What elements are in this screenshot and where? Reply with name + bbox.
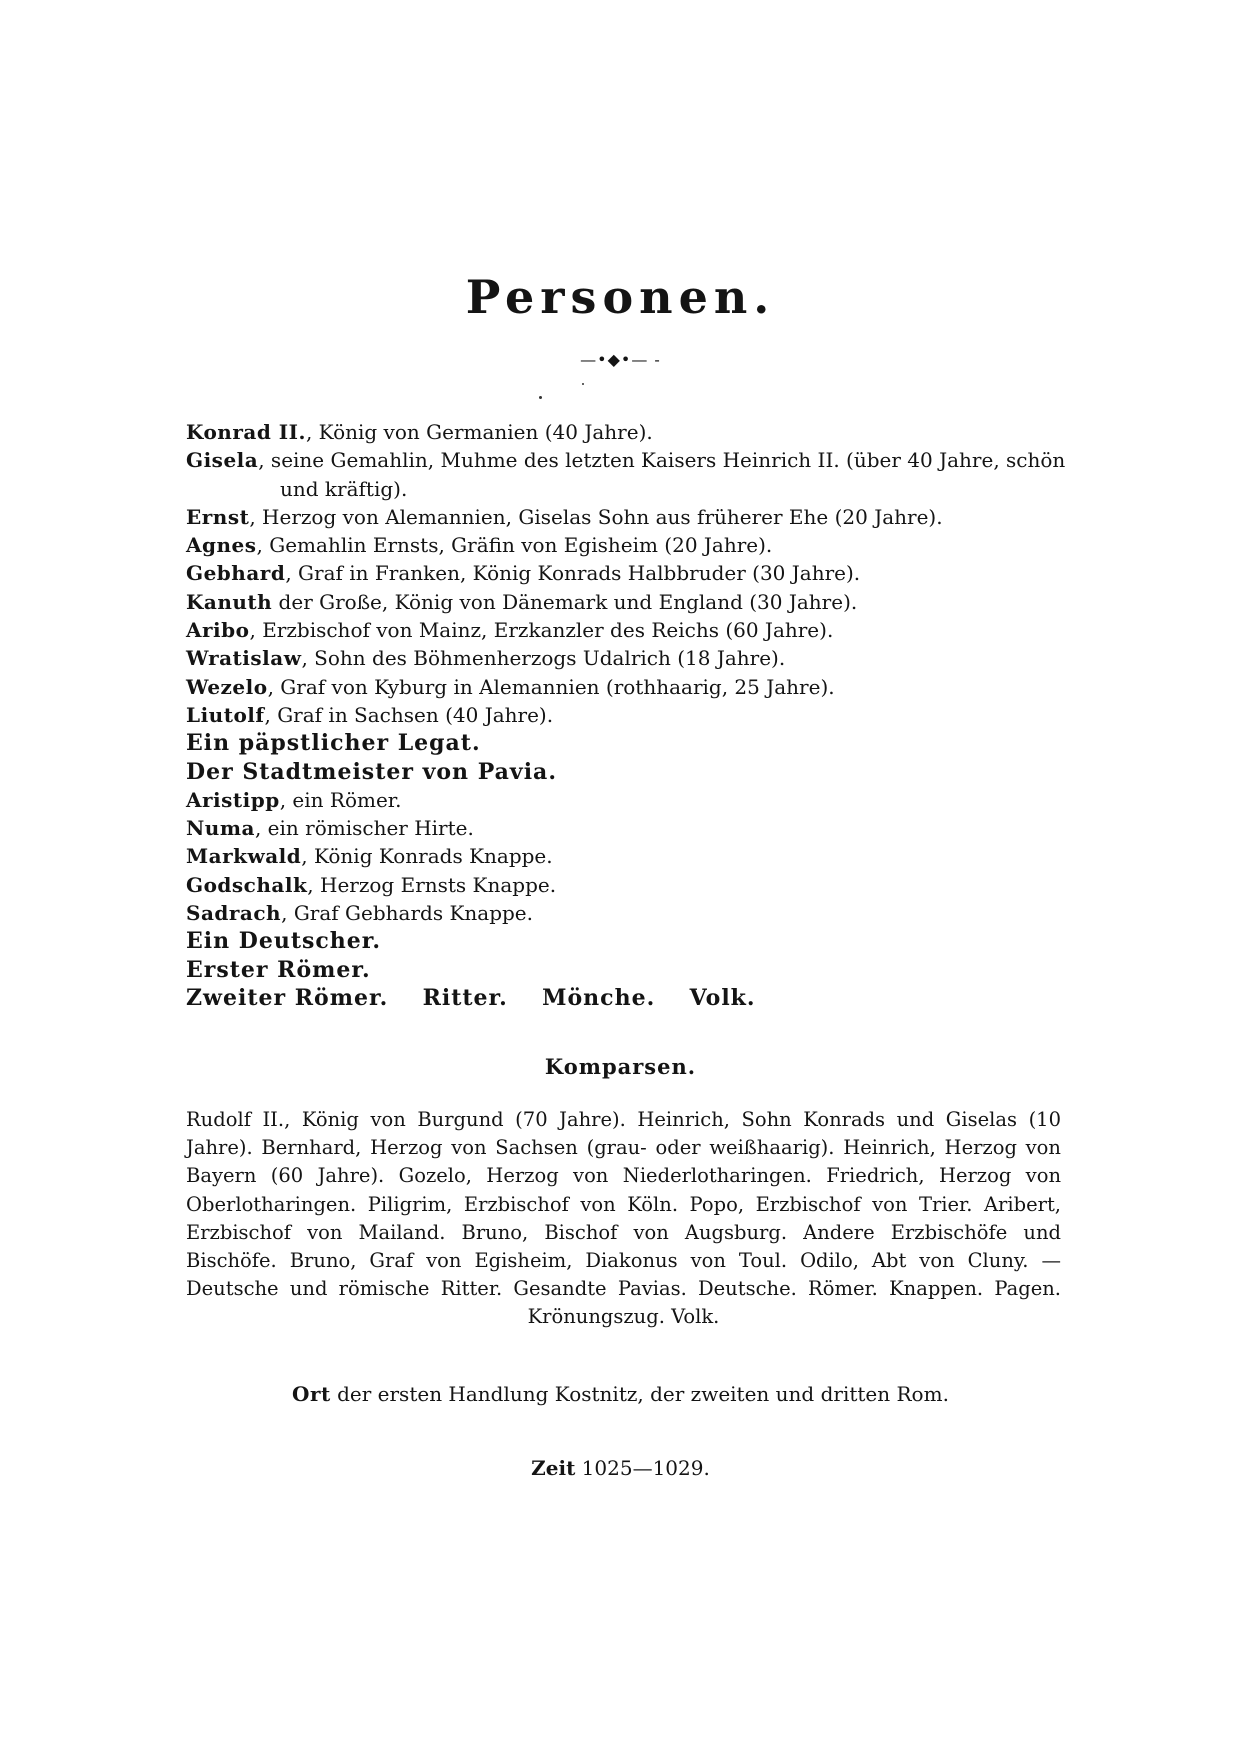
cast-name: Numa: [186, 816, 255, 841]
cast-entry: [186, 899, 1066, 927]
print-speck: [539, 396, 542, 399]
cast-name: Volk.: [689, 984, 756, 1011]
cast-entry: [186, 729, 1066, 757]
cast-description: , Graf Gebhards Knappe.: [281, 901, 533, 926]
cast-description: , ein Römer.: [279, 787, 402, 812]
print-speck: [582, 383, 584, 385]
cast-name: Aristipp: [186, 787, 280, 812]
cast-entry: [186, 418, 1066, 446]
cast-description: , seine Gemahlin, Muhme des letzten Kaisers Heinrich II. (über 40 Jahre, schön und kräftig).: [258, 448, 1066, 501]
cast-description: , König von Germanien (40 Jahre).: [305, 420, 653, 444]
cast-name: Wezelo: [186, 674, 268, 699]
cast-entry: [186, 842, 1066, 870]
title-ornament: —•◆•— -: [580, 350, 661, 369]
cast-entry: [186, 616, 1066, 644]
cast-name: Ritter.: [422, 984, 508, 1011]
cast-entry: [186, 503, 1066, 531]
cast-name: Wratislaw: [186, 646, 302, 671]
extras-heading: Komparsen.: [544, 1054, 697, 1079]
cast-description: , Herzog von Alemannien, Giselas Sohn aus früherer Ehe (20 Jahre).: [249, 504, 943, 529]
cast-name: Der Stadtmeister von Pavia.: [186, 758, 557, 785]
cast-entry-group: [186, 984, 1066, 1012]
cast-description: , Erzbischof von Mainz, Erzkanzler des Reichs (60 Jahre).: [249, 618, 834, 643]
cast-entry: [186, 956, 1066, 984]
cast-description: , Sohn des Böhmenherzogs Udalrich (18 Jahre).: [301, 646, 786, 671]
cast-name: Zweiter Römer.: [186, 984, 389, 1011]
cast-name: Gisela: [186, 448, 259, 473]
cast-entry: [186, 871, 1066, 899]
cast-name: Mönche.: [542, 984, 656, 1011]
cast-description: , Herzog Ernsts Knappe.: [307, 872, 557, 897]
cast-entry: [186, 446, 1066, 503]
cast-name: Kanuth: [186, 589, 273, 614]
cast-description: , Graf von Kyburg in Alemannien (rothhaarig, 25 Jahre).: [267, 674, 835, 699]
cast-description: der Große, König von Dänemark und England (30 Jahre).: [272, 589, 858, 614]
time-text: 1025—1029.: [575, 1456, 710, 1480]
cast-name: Agnes: [186, 533, 257, 558]
cast-description: , Graf in Sachsen (40 Jahre).: [264, 702, 554, 727]
cast-name: Gebhard: [186, 561, 286, 586]
cast-entry: [186, 531, 1066, 559]
cast-name: Markwald: [186, 844, 302, 869]
place-label: Ort: [292, 1382, 331, 1406]
extras-paragraph: Rudolf II., König von Burgund (70 Jahre). Heinrich, Sohn Konrads und Giselas (10 Jahre). Bernhard, Herzog von Sachsen (grau- oder weißhaarig). Heinrich, Herzog von Bayern (60 Jahre). Gozelo, Herzog von Niederlotharingen. Friedrich, Herzog von Oberlotharingen. Piligrim, Erzbischof von Köln. Popo, Erzbischof von Trier. Aribert, Erzbischof von Mailand. Bruno, Bischof von Augsburg. Andere Erzbischöfe und Bischöfe. Bruno, Graf von Egisheim, Diakonus von Toul. Odilo, Abt von Cluny. — Deutsche und römische Ritter. Gesandte Pavias. Deutsche. Römer. Knappen. Pagen. Krönungszug. Volk.: [186, 1108, 1061, 1329]
cast-entry: [186, 644, 1066, 672]
cast-entry: [186, 673, 1066, 701]
cast-entry: [186, 588, 1066, 616]
place-text: der ersten Handlung Kostnitz, der zweiten und dritten Rom.: [330, 1382, 949, 1406]
time-label: Zeit: [531, 1456, 576, 1480]
cast-name: Konrad II.: [186, 420, 306, 444]
cast-name: Liutolf: [186, 702, 265, 727]
cast-name: Ein päpstlicher Legat.: [186, 730, 481, 757]
cast-entry: [186, 927, 1066, 955]
cast-description: , ein römischer Hirte.: [254, 816, 474, 841]
setting-place: [0, 1382, 1241, 1406]
cast-description: , König Konrads Knappe.: [301, 844, 553, 869]
cast-list: [186, 418, 1066, 1012]
cast-description: , Graf in Franken, König Konrads Halbbruder (30 Jahre).: [285, 561, 861, 586]
cast-entry: [186, 786, 1066, 814]
page-title: Personen.: [465, 270, 776, 324]
cast-name: Ein Deutscher.: [186, 928, 382, 955]
setting-time: [0, 1456, 1241, 1480]
cast-entry: [186, 701, 1066, 729]
cast-name: Sadrach: [186, 901, 282, 926]
cast-name: Erster Römer.: [186, 956, 371, 983]
cast-entry: [186, 559, 1066, 587]
cast-name: Godschalk: [186, 872, 308, 897]
cast-entry: [186, 758, 1066, 786]
cast-description: , Gemahlin Ernsts, Gräfin von Egisheim (20 Jahre).: [256, 533, 773, 558]
cast-entry: [186, 814, 1066, 842]
cast-name: Aribo: [186, 618, 250, 643]
cast-name: Ernst: [186, 504, 250, 529]
